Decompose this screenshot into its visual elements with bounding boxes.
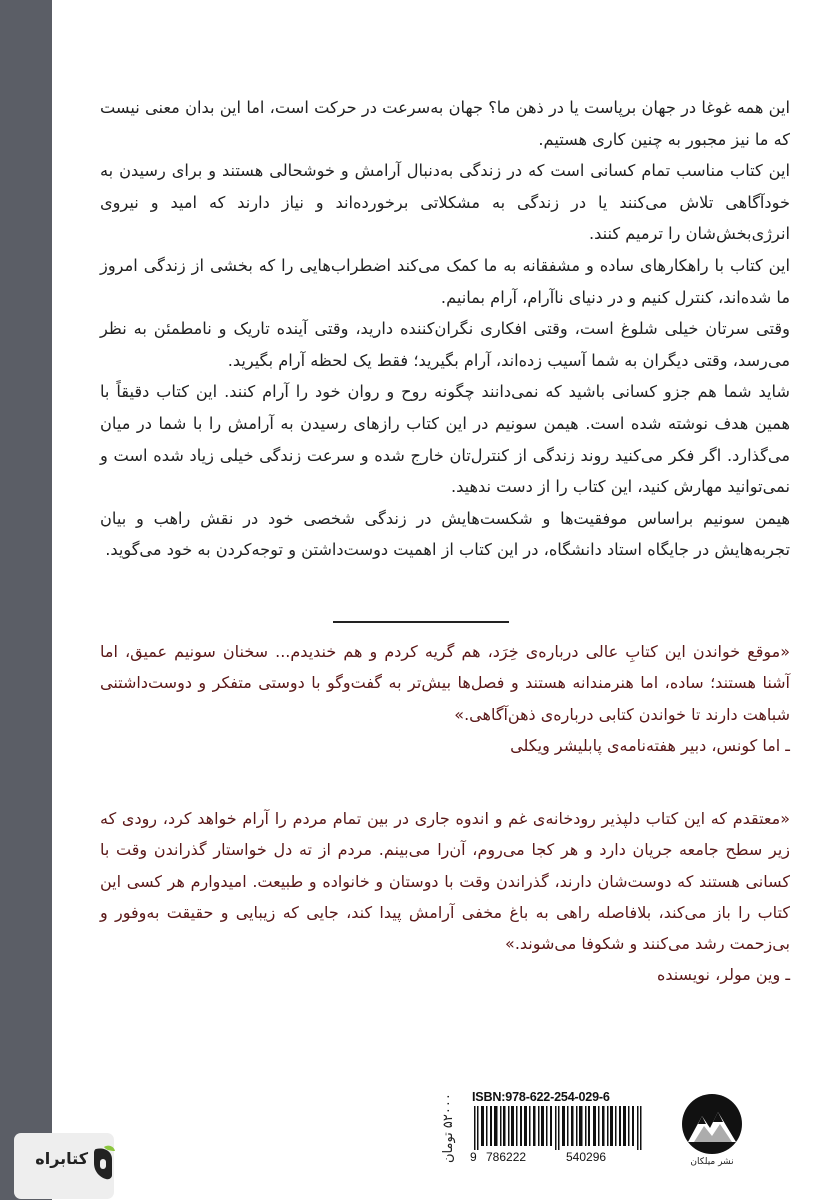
barcode-digit: 540296: [566, 1150, 607, 1164]
blurb-paragraph: این همه غوغا در جهان برپاست یا در ذهن ما؟ جهان به‌سرعت در حرکت است، اما این بدان معنی نیست که ما نیز مجبور به چنین کاری هستیم.: [100, 98, 790, 149]
barcode-digit: 786222: [486, 1150, 527, 1164]
book-spine: [0, 0, 52, 1200]
blurb-paragraph: هیمن سونیم براساس موفقیت‌ها و شکست‌هایش در زندگی شخصی خود در نقش راهب و بیان تجربه‌هایش در جایگاه استاد دانشگاه، در این کتاب از اهمیت دوست‌داشتن و توجه‌کردن به خود می‌گوید.: [100, 508, 790, 560]
quote-text: «معتقدم که این کتاب دلپذیر رودخانه‌ی غم و اندوه جاری در بین تمام مردم را آرام خواهد کرد، رودی که زیر سطح جامعه جریان دارد و هر کجا می‌روم، آن‌را می‌بینم. مردم از ته دل خواستار گذراندن وقت با کسانی هستند که دوست‌شان دارند، گذراندن وقت با دوستان و خانواده و طبیعت. امیدوارم هر کسی این کتاب را باز می‌کند، بلافاصله راهی به باغ مخفی آرامش پیدا کند، جایی که زیبایی و حقیقت به‌وفور و بی‌زحمت رشد می‌کنند و شکوفا می‌شوند.»: [100, 809, 790, 954]
review-quote: [100, 636, 790, 761]
price-label: ۵۲۰۰۰ تومان: [441, 1093, 456, 1163]
review-quote: [100, 803, 790, 991]
ketabrah-logo-icon: [90, 1145, 116, 1181]
quote-text: «موقع خواندن این کتابِ عالی درباره‌ی خِرَد، هم گریه کردم و هم خندیدم... سخنان سونیم عمیق، اما آشنا هستند؛ ساده، اما هنرمندانه هستند و فصل‌ها بیش‌تر به گفت‌وگو با دوستی متفکر و دوست‌داشتنی شباهت دارند تا خواندن کتابی درباره‌ی ذهن‌آگاهی.»: [100, 642, 790, 724]
blurb-paragraph: این کتاب مناسب تمام کسانی است که در زندگی به‌دنبال آرامش و خوشحالی هستند و برای رسیدن به خودآگاهی تلاش می‌کنند یا در زندگی به مشکلاتی برخورده‌اند و نیاز دارند که امید و نیروی انرژی‌بخش‌شان را ترمیم کنند.: [100, 161, 790, 244]
ketabrah-label: کتابراه: [35, 1149, 88, 1168]
quote-attribution: ـ اما کونس، دبیر هفته‌نامه‌ی پابلیشر ویکلی: [510, 735, 790, 755]
blurb-paragraph: وقتی سرتان خیلی شلوغ است، وقتی افکاری نگران‌کننده دارید، وقتی آینده تاریک و نامطمئن به نظر می‌رسد، وقتی دیگران به شما آسیب زده‌اند، آرام بگیرید؛ فقط یک لحظه آرام بگیرید.: [100, 319, 790, 370]
section-divider: [333, 621, 509, 623]
barcode-digit: 9: [470, 1150, 477, 1164]
isbn-label: ISBN:978-622-254-029-6: [472, 1090, 610, 1104]
barcode: [474, 1106, 642, 1150]
publisher-name: نشر میلکان: [690, 1157, 734, 1167]
back-cover-blurb: [100, 92, 790, 566]
blurb-paragraph: شاید شما هم جزو کسانی باشید که نمی‌دانند چگونه روح و روان خود را آرام کنند. این کتاب دقیقاً با همین هدف نوشته شده است. هیمن سونیم در این کتاب رازهای رسیدن به آرامش را با شما در میان می‌گذارد. اگر فکر می‌کنید روند زندگی از کنترل‌تان خارج شده و سرعت زندگی خیلی زیاد شده است و نمی‌توانید مهارش کنید، این کتاب را از دست ندهید.: [100, 382, 790, 497]
blurb-paragraph: این کتاب با راهکارهای ساده و مشفقانه به ما کمک می‌کند اضطراب‌هایی را که بخشی از زندگی امروز ما شده‌اند، کنترل کنیم و در دنیای ناآرام، آرام بمانیم.: [100, 255, 790, 307]
barcode-digits: [470, 1150, 644, 1164]
ketabrah-badge: [14, 1133, 114, 1199]
quote-attribution: ـ وین مولر، نویسنده: [656, 965, 790, 985]
